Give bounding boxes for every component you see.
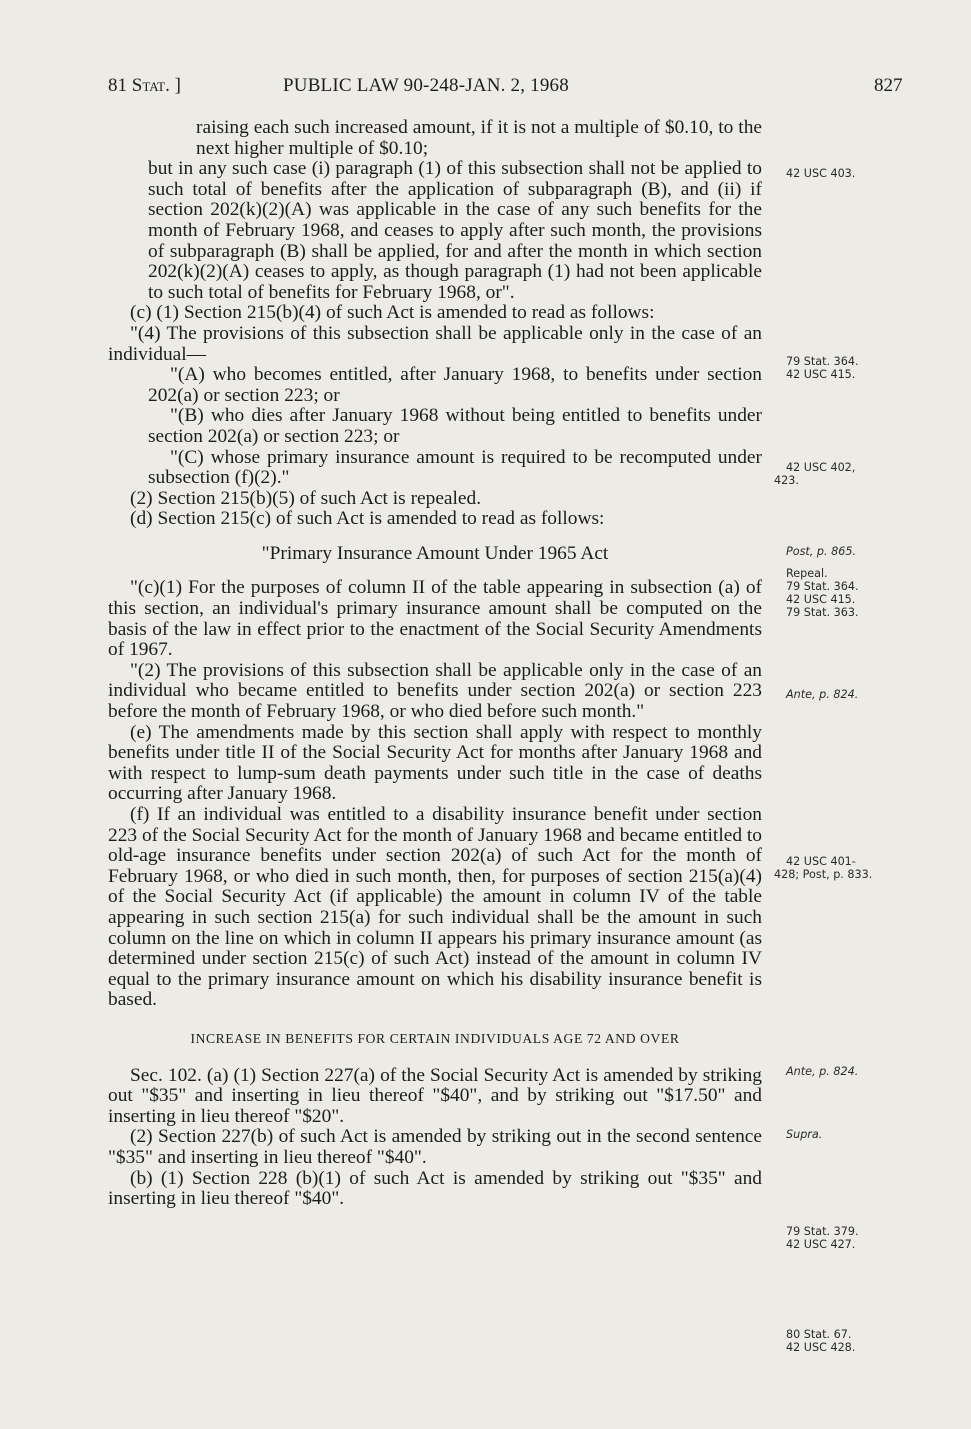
paragraph: (f) If an individual was entitled to a disability insurance benefit under section 223 of the Social Security Act for the month of January 1968 and became entitled to old-age insurance benefits under section 202(a) of such Act for the month of February 1968, or who died in such month, then, for purposes of section 215(a)(4) of the Social Security Act (if applicable) the amount in column IV of the table appearing in such section 215(a) for such individual shall be the amount in such column on the line on which in column II appears his primary insurance amount (as determined under section 215(c) of such Act) instead of the amount in column IV equal to the primary insurance amount on which his disability insurance benefit is based. (108, 804, 762, 1011)
page-number: 827 (874, 75, 903, 96)
paragraph: (b) (1) Section 228 (b)(1) of such Act is amended by striking out "$35" and inserting in lieu thereof "$40". (108, 1167, 762, 1210)
paragraph: "(B) who dies after January 1968 without being entitled to benefits under section 202(a) or section 223; or (148, 405, 762, 447)
paragraph: but in any such case (i) paragraph (1) of this subsection shall not be applied to such total of benefits after the application of subparagraph (B), and (ii) if section 202(k)(2)(A) was applicable in the case of any such benefits for the month of February 1968, and ceases to apply after such month, the provisions of subparagraph (B) shall be applied, for and after the month in which section 202(k)(2)(A) ceases to apply, as though paragraph (1) had not been applicable to such total of benefits for February 1968, or". (148, 158, 762, 303)
paragraph: (2) Section 215(b)(5) of such Act is repealed. (130, 487, 482, 509)
paragraph: "(2) The provisions of this subsection shall be applicable only in the case of an individual who became entitled to benefits under section 202(a) or section 223 before the month of February 1968, or who died before such month." (108, 659, 762, 723)
margin-note: Ante, p. 824. (786, 1065, 859, 1078)
margin-note: Repeal. 79 Stat. 364. 42 USC 415. 79 Stat. 363. (786, 567, 859, 619)
paragraph: "(A) who becomes entitled, after January 1968, to benefits under section 202(a) or section 223; or (148, 364, 762, 406)
margin-note: 42 USC 402, 423. (774, 461, 856, 487)
paragraph: "(c)(1) For the purposes of column II of the table appearing in subsection (a) of this section, an individual's primary insurance amount shall be computed on the basis of the law in effect prior to the enactment of the Social Security Amendments of 1967. (108, 577, 762, 661)
paragraph: (2) Section 227(b) of such Act is amended by striking out in the second sentence "$35" and inserting in lieu thereof "$40". (108, 1126, 762, 1168)
paragraph: "(C) whose primary insurance amount is required to be recomputed under subsection (f)(2)." (148, 446, 762, 489)
statute-reference: 81 Stat. ] (108, 75, 181, 96)
margin-note: 79 Stat. 379. 42 USC 427. (786, 1225, 859, 1251)
margin-note: 80 Stat. 67. 42 USC 428. (786, 1328, 856, 1354)
paragraph: Sec. 102. (a) (1) Section 227(a) of the Social Security Act is amended by striking out "$35" and inserting in lieu thereof "$40", and by striking out "$17.50" and inserting in lieu thereof "$20". (108, 1064, 762, 1127)
margin-note: Post, p. 865. (786, 545, 857, 558)
margin-note: 42 USC 403. (786, 167, 856, 180)
paragraph: (d) Section 215(c) of such Act is amended to read as follows: (130, 508, 605, 530)
margin-note: Supra. (786, 1128, 823, 1141)
section-heading: "Primary Insurance Amount Under 1965 Act (261, 542, 609, 564)
page-title: PUBLIC LAW 90-248-JAN. 2, 1968 (283, 75, 569, 96)
page-header (0, 75, 971, 105)
statute-text (108, 118, 762, 1210)
paragraph: "(4) The provisions of this subsection shall be applicable only in the case of an individual— (108, 322, 762, 365)
paragraph: (e) The amendments made by this section shall apply with respect to monthly benefits under title II of the Social Security Act for months after January 1968 and with respect to lump-sum death payments under such title in the case of deaths occurring after January 1968. (108, 721, 762, 805)
paragraph: (c) (1) Section 215(b)(4) of such Act is amended to read as follows: (130, 302, 655, 324)
paragraph: raising each such increased amount, if it is not a multiple of $0.10, to the next higher multiple of $0.10; (196, 117, 762, 159)
margin-note: 79 Stat. 364. 42 USC 415. (786, 355, 859, 381)
margin-note: 42 USC 401- 428; Post, p. 833. (774, 855, 873, 881)
margin-note: Ante, p. 824. (786, 688, 859, 701)
section-heading: INCREASE IN BENEFITS FOR CERTAIN INDIVIDUALS AGE 72 AND OVER (190, 1030, 680, 1046)
